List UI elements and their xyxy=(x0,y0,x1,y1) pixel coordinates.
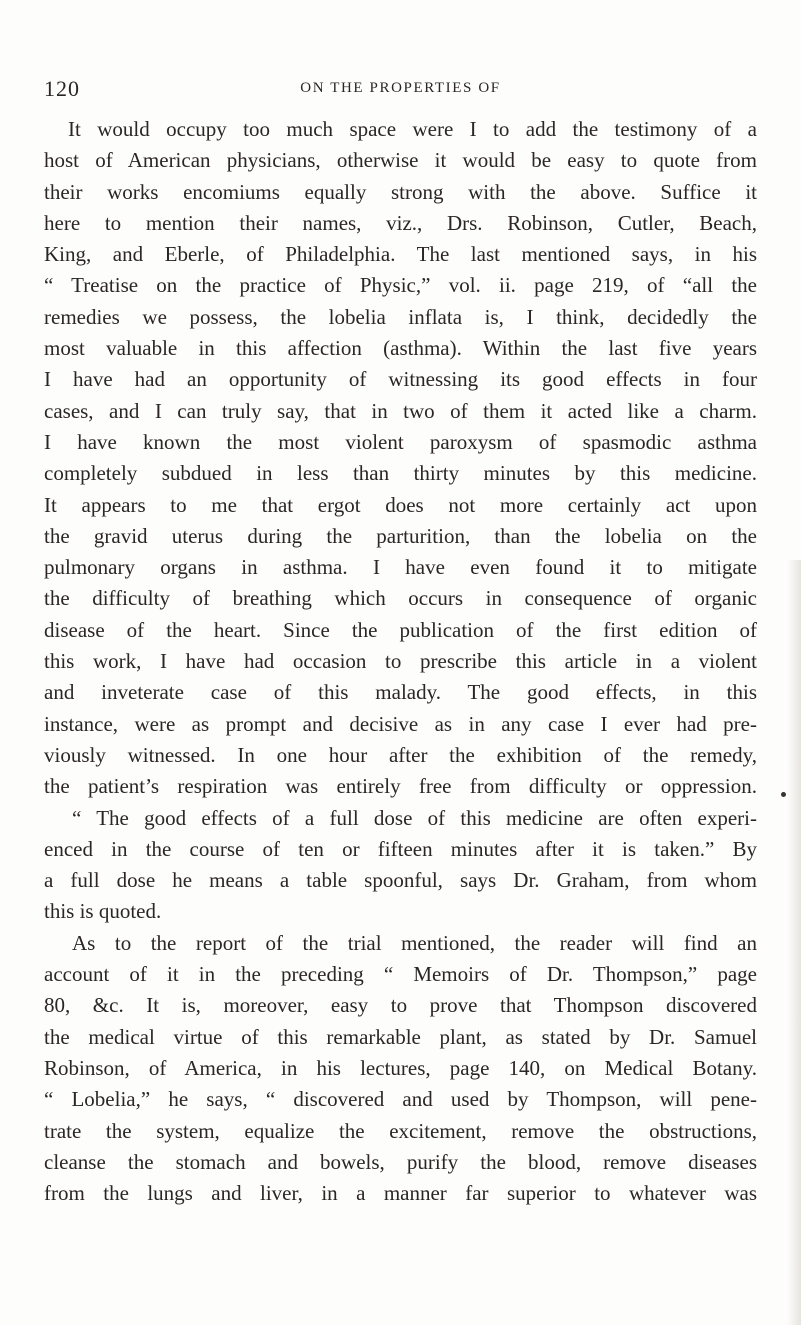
text-line: Robinson, of America, in his lectures, page 140, on Medical Botany. xyxy=(44,1055,757,1080)
text-line: It would occupy too much space were I to add the testimony of a xyxy=(68,117,757,141)
paragraph-2 xyxy=(44,928,757,1210)
margin-ink-mark xyxy=(781,792,786,797)
text-line: It appears to me that ergot does not more certainly act upon xyxy=(44,492,757,517)
text-line: here to mention their names, viz., Drs. Robinson, Cutler, Beach, xyxy=(44,210,757,235)
text-line: host of American physicians, otherwise it would be easy to quote from xyxy=(44,148,757,173)
text-line: disease of the heart. Since the publication of the first edition of xyxy=(44,617,757,642)
text-line: the patient’s respiration was entirely free from difficulty or oppression. xyxy=(44,774,757,799)
text-line: the difficulty of breathing which occurs in consequence of organic xyxy=(44,586,757,611)
text-line: pulmonary organs in asthma. I have even found it to mitigate xyxy=(44,555,757,580)
running-title: ON THE PROPERTIES OF xyxy=(300,80,501,96)
text-line: viously witnessed. In one hour after the exhibition of the remedy, xyxy=(44,742,757,767)
text-line: “ Lobelia,” he says, “ discovered and used by Thompson, will pene- xyxy=(44,1087,757,1112)
text-line: the medical virtue of this remarkable plant, as stated by Dr. Samuel xyxy=(44,1024,757,1049)
text-line: cases, and I can truly say, that in two of them it acted like a charm. xyxy=(44,398,757,423)
text-line: this is quoted. xyxy=(44,899,162,924)
text-line: the gravid uterus during the parturition, than the lobelia on the xyxy=(44,523,757,548)
text-line: from the lungs and liver, in a manner far superior to whatever was xyxy=(44,1181,757,1206)
text-line: cleanse the stomach and bowels, purify the blood, remove diseases xyxy=(44,1149,757,1174)
text-line: most valuable in this affection (asthma). Within the last five years xyxy=(44,336,757,361)
text-line: I have known the most violent paroxysm of spasmodic asthma xyxy=(44,429,757,454)
text-line: enced in the course of ten or fifteen minutes after it is taken.” By xyxy=(44,836,757,861)
body-text xyxy=(44,114,757,1209)
text-line: this work, I have had occasion to prescribe this article in a violent xyxy=(44,649,757,674)
text-line: instance, were as prompt and decisive as in any case I ever had pre- xyxy=(44,711,757,736)
text-line: remedies we possess, the lobelia inflata is, I think, decidedly the xyxy=(44,304,757,329)
text-line: “ Treatise on the practice of Physic,” vol. ii. page 219, of “all the xyxy=(44,273,757,298)
page-edge-shadow xyxy=(787,560,801,1325)
text-line: trate the system, equalize the excitement, remove the obstructions, xyxy=(44,1118,757,1143)
page-number: 120 xyxy=(44,76,80,101)
text-line: “ The good effects of a full dose of this medicine are often experi- xyxy=(72,805,757,830)
paragraph-1 xyxy=(44,114,757,928)
text-line: I have had an opportunity of witnessing its good effects in four xyxy=(44,367,757,392)
text-line: and inveterate case of this malady. The good effects, in this xyxy=(44,680,757,705)
page-header xyxy=(44,76,757,106)
text-line: 80, &c. It is, moreover, easy to prove that Thompson discovered xyxy=(44,993,757,1018)
text-line: completely subdued in less than thirty minutes by this medicine. xyxy=(44,461,757,486)
text-line: their works encomiums equally strong with the above. Suffice it xyxy=(44,179,757,204)
text-line: As to the report of the trial mentioned, the reader will find an xyxy=(72,930,757,955)
text-line: a full dose he means a table spoonful, says Dr. Graham, from whom xyxy=(44,868,757,893)
text-line: account of it in the preceding “ Memoirs of Dr. Thompson,” page xyxy=(44,962,757,987)
text-line: King, and Eberle, of Philadelphia. The last mentioned says, in his xyxy=(44,242,757,267)
